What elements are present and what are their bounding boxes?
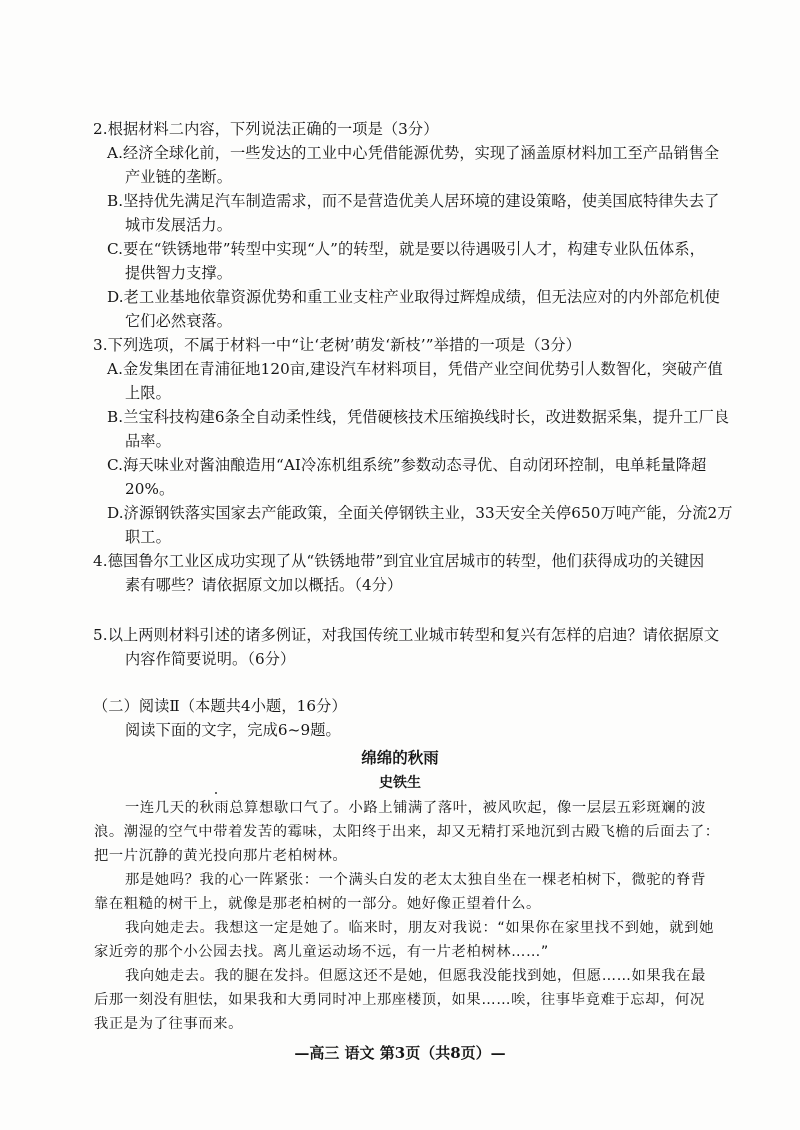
paragraph-1-line: 浪。潮湿的空气中带着发苦的霉味，太阳终于出来，却又无精打采地沉到古殿飞檐的后面去了： <box>94 824 720 840</box>
question-2-option-c: C.要在“铁锈地带”转型中实现“人”的转型，就是要以待遇吸引人才，构建专业队伍体系， <box>107 240 705 258</box>
paragraph-4-line: 我向她走去。我的腿在发抖。但愿这还不是她，但愿我没能找到她，但愿……如果我在最 <box>125 968 706 984</box>
section-instruction: 阅读下面的文字，完成6~9题。 <box>125 721 341 739</box>
question-3-option-a: A.金发集团在青浦征地120亩,建设汽车材料项目，凭借产业空间优势引人数智化，突破产值 <box>107 360 723 378</box>
question-2-option-c-cont: 提供智力支撑。 <box>125 264 233 282</box>
question-2-option-d: D.老工业基地依靠资源优势和重工业支柱产业取得过辉煌成绩，但无法应对的内外部危机使 <box>107 288 720 306</box>
question-4-stem: 4.德国鲁尔工业区成功实现了从“铁锈地带”到宜业宜居城市的转型，他们获得成功的关键因 <box>93 552 705 570</box>
question-3-option-d: D.济源钢铁落实国家去产能政策，全面关停钢铁主业，33天安全关停650万吨产能，分流2万 <box>107 504 733 522</box>
question-4-stem-cont: 素有哪些？请依据原文加以概括。（4分） <box>125 576 403 594</box>
question-2-option-a: A.经济全球化前，一些发达的工业中心凭借能源优势，实现了涵盖原材料加工至产品销售全 <box>107 144 720 162</box>
question-3-option-c-cont: 20%。 <box>125 480 175 498</box>
paragraph-2-line: 那是她吗？我的心一阵紧张：一个满头白发的老太太独自坐在一棵老柏树下，微驼的脊背 <box>125 872 706 888</box>
question-3-option-b-cont: 品率。 <box>125 432 171 450</box>
paragraph-1-line: 把一片沉静的黄光投向那片老柏树林。 <box>94 848 348 864</box>
question-2-option-d-cont: 它们必然衰落。 <box>125 312 233 330</box>
section-header: （二）阅读Ⅱ（本题共4小题，16分） <box>93 697 347 715</box>
question-3-option-a-cont: 上限。 <box>125 384 171 402</box>
scan-speck <box>215 792 217 794</box>
paragraph-3-line: 我向她走去。我想这一定是她了。临来时，朋友对我说：“如果你在家里找不到她，就到她 <box>125 920 714 936</box>
question-3-option-d-cont: 职工。 <box>125 528 171 546</box>
question-3-option-b: B.兰宝科技构建6条全自动柔性线，凭借硬核技术压缩换线时长，改进数据采集，提升工厂良 <box>107 408 730 426</box>
paragraph-2-line: 靠在粗糙的树干上，就像是那老柏树的一部分。她好像正望着什么。 <box>94 896 541 912</box>
page-footer: —高三 语文 第3页（共8页）— <box>294 1044 506 1062</box>
question-2-option-b-cont: 城市发展活力。 <box>125 216 233 234</box>
question-5-stem: 5.以上两则材料引述的诸多例证，对我国传统工业城市转型和复兴有怎样的启迪？请依据原文 <box>93 626 720 644</box>
question-2-stem: 2.根据材料二内容，下列说法正确的一项是（3分） <box>93 120 439 138</box>
paragraph-1-line: 一连几天的秋雨总算想歇口气了。小路上铺满了落叶，被风吹起，像一层层五彩斑斓的波 <box>125 800 706 816</box>
article-title: 绵绵的秋雨 <box>361 748 439 767</box>
question-2-option-b: B.坚持优先满足汽车制造需求，而不是营造优美人居环境的建设策略，使美国底特律失去了 <box>107 192 720 210</box>
question-5-stem-cont: 内容作简要说明。（6分） <box>125 650 296 668</box>
article-author: 史铁生 <box>379 775 421 791</box>
paragraph-3-line: 家近旁的那个小公园去找。离儿童运动场不远，有一片老柏树林……” <box>94 944 549 960</box>
question-2-option-a-cont: 产业链的垄断。 <box>125 168 233 186</box>
paragraph-4-line: 后那一刻没有胆怯，如果我和大勇同时冲上那座楼顶，如果……唉，往事毕竟难于忘却，何况 <box>94 992 705 1008</box>
question-3-stem: 3.下列选项，不属于材料一中“让‘老树’萌发‘新枝’”举措的一项是（3分） <box>93 336 581 354</box>
paragraph-4-line: 我正是为了往事而来。 <box>94 1016 243 1032</box>
question-3-option-c: C.海天味业对酱油酿造用“AI冷冻机组系统”参数动态寻优、自动闭环控制，电单耗量降超 <box>107 456 707 474</box>
